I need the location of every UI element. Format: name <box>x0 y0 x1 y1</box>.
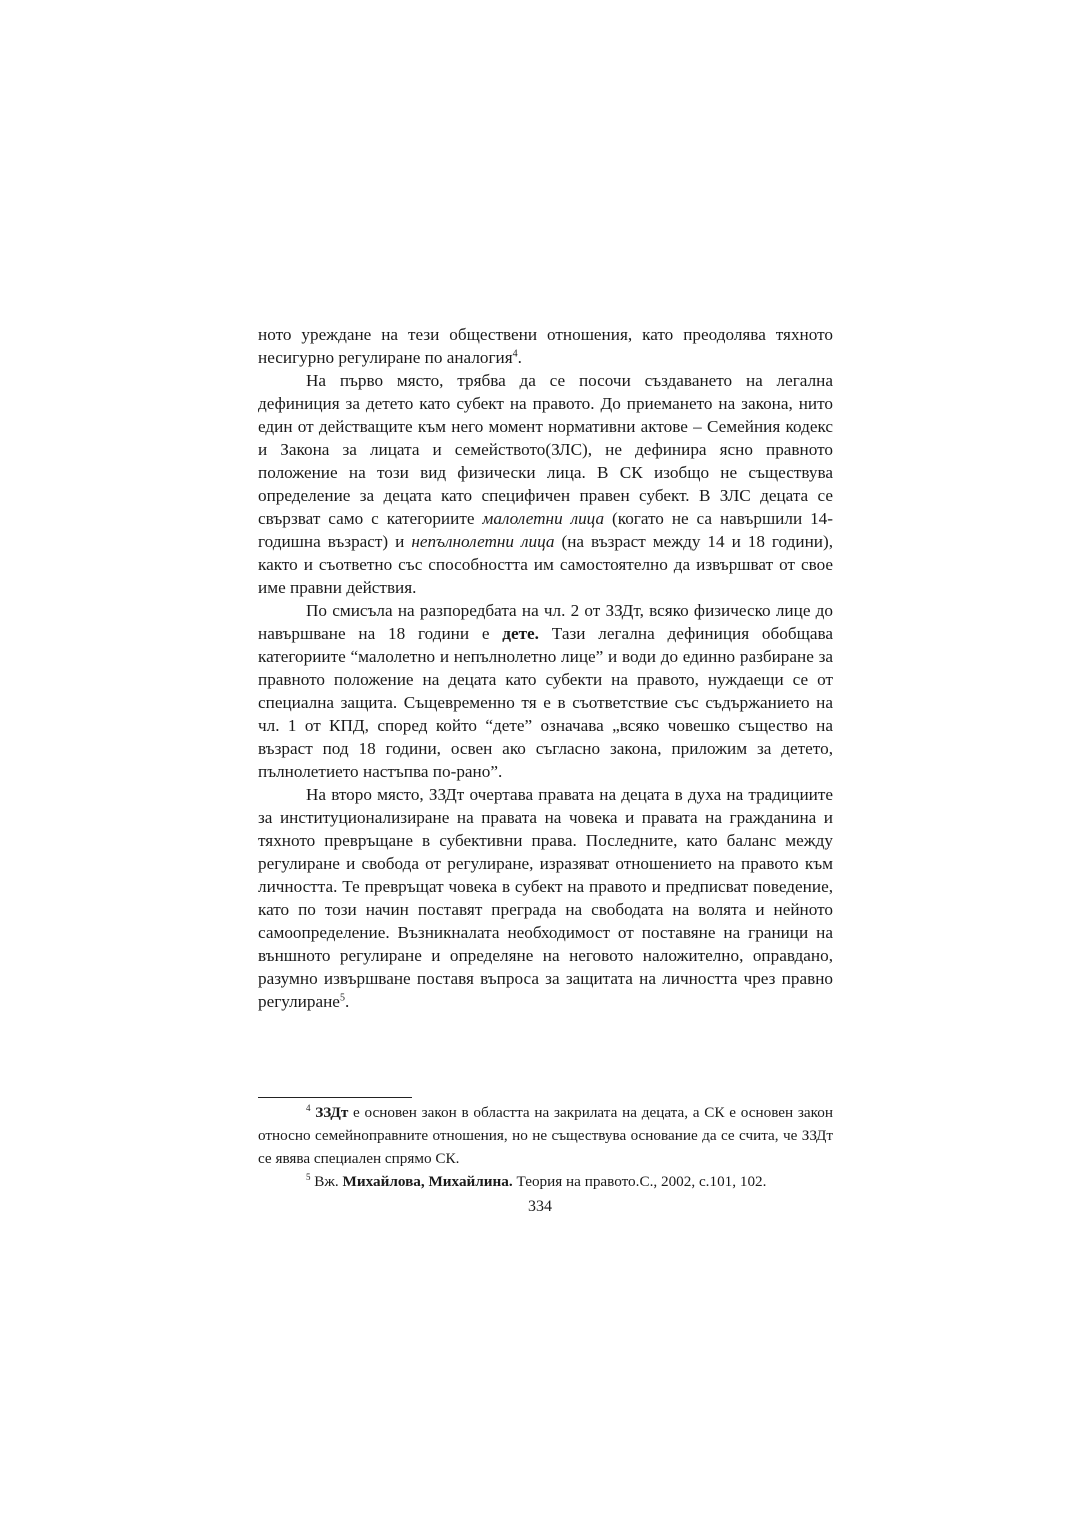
paragraph-2: На първо място, трябва да се посочи създаването на легална дефиниция за детето като субект на правото. До приемането на закона, нито един от действащите към него момент нормативни актове – Семейния кодекс и Закона за лицата и семейството(ЗЛС), не дефинира ясно правното положение на този вид физически лица. В СК изобщо не съществува определение за децата като специфичен правен субект. В ЗЛС децата се свързват само с категориите малолетни лица (когато не са навършили 14-годишна възраст) и непълнолетни лица (на възраст между 14 и 18 години), както и съответно със способността им самостоятелно да извършват от свое име правни действия. <box>258 371 833 597</box>
paragraph-3: По смисъла на разпоредбата на чл. 2 от ЗЗДт, всяко физическо лице до навършване на 18 години е дете. Тази легална дефиниция обобщава категориите “малолетно и непълнолетно лице” и води до единно разбиране за правното положение на децата като субекти на правото, нуждаещи се от специална защита. Същевременно тя е в съответствие със съдържанието на чл. 1 от КПД, според който “дете” означава „всяко човешко същество на възраст под 18 години, освен ако съгласно закона, приложим за детето, пълнолетието настъпва по-рано”. <box>258 601 833 781</box>
body-text <box>258 323 833 1013</box>
footnote-5: $^5$ Вж. Михайлова, Михайлина. Теория на правото.С., 2002, с.101, 102. <box>306 1171 767 1190</box>
term-minors: малолетни лица <box>482 509 605 528</box>
footnote-ref-4[interactable]: 4 <box>512 348 518 360</box>
footnotes <box>258 1101 833 1193</box>
paragraph-1: ното уреждане на тези обществени отношения, като преодолява тяхното несигурно регулиране по аналогия$^4$. <box>258 325 833 367</box>
term-child: дете. <box>502 624 539 643</box>
term-adolescents: непълнолетни лица <box>411 532 555 551</box>
footnote-4: $^4$ ЗЗДт е основен закон в областта на закрилата на децата, а СК е основен закон относно семейноправните отношения, но не съществува основание да се счита, че ЗЗДт се явява специален спрямо СК. <box>258 1102 834 1167</box>
page-number: 334 <box>528 1198 552 1215</box>
paragraph-4: На второ място, ЗЗДт очертава правата на децата в духа на традициите за институционализиране на правата на човека и правата на гражданина и тяхното превръщане в субективни права. Последните, като баланс между регулиране и свобода от регулиране, изразяват отношението на правото към личността. Те превръщат човека в субект на правото и предписват поведение, като по този начин поставят преграда на свободата на волята и нейното самоопределение. Възникналата необходимост от поставяне на граници на външното регулиране и определяне на неговото наложително, оправдано, разумно извършване поставя въпроса за защитата на личността чрез правно регулиране$^5$. <box>258 785 833 1011</box>
footnote-separator <box>258 1097 412 1098</box>
footnote-ref-5[interactable]: 5 <box>339 992 345 1004</box>
